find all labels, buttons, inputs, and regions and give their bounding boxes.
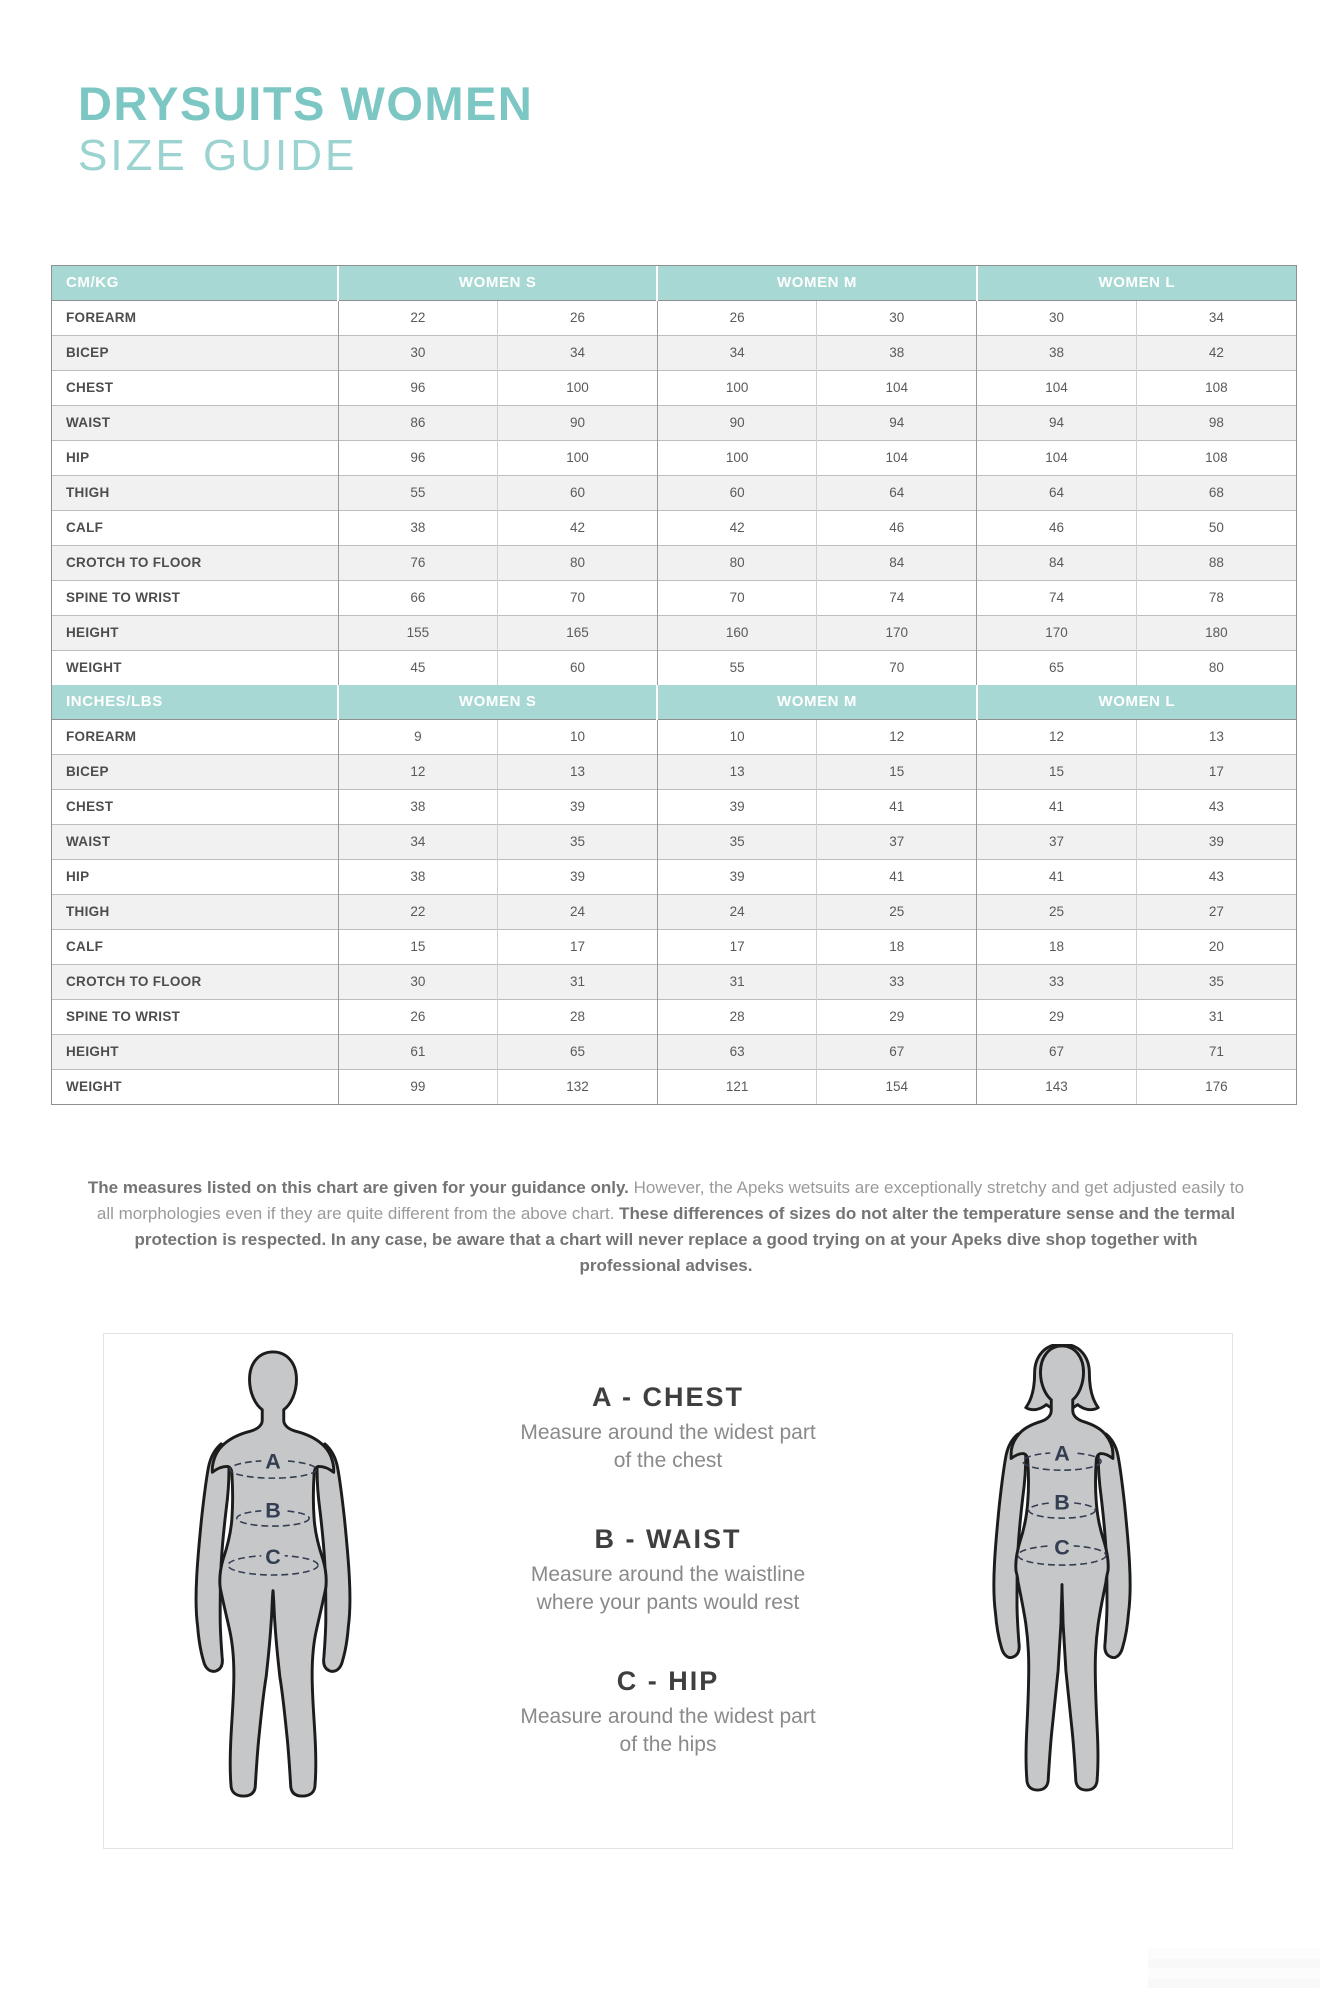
measurement-value: 22 bbox=[410, 310, 426, 325]
measure-description: of the hips bbox=[619, 1733, 717, 1756]
measurement-value: 25 bbox=[977, 894, 1137, 929]
measurement-value: 46 bbox=[977, 510, 1137, 545]
measurement-value: 96 bbox=[410, 450, 426, 465]
measurement-value: 121 bbox=[657, 1069, 817, 1104]
measurement-value: 71 bbox=[1136, 1034, 1296, 1069]
measure-description: of the chest bbox=[613, 1449, 723, 1472]
table-row bbox=[52, 650, 1296, 685]
measurement-label: BICEP bbox=[52, 754, 338, 789]
measurement-value: 60 bbox=[657, 475, 817, 510]
male-marker-c: C bbox=[265, 1545, 281, 1570]
measurement-value: 35 bbox=[657, 824, 817, 859]
measurement-value: 37 bbox=[977, 824, 1137, 859]
measure-heading: C - HIP bbox=[616, 1666, 720, 1696]
measurement-value: 70 bbox=[498, 580, 658, 615]
measurement-value: 41 bbox=[817, 859, 977, 894]
measurement-value: 17 bbox=[1136, 754, 1296, 789]
size-column-header: WOMEN L bbox=[977, 266, 1296, 300]
measurement-value: 12 bbox=[977, 719, 1137, 754]
disclaimer-paragraph bbox=[86, 1175, 1246, 1279]
measurement-value: 31 bbox=[1136, 999, 1296, 1034]
measurement-value: 26 bbox=[657, 300, 817, 335]
measurement-value: 90 bbox=[498, 405, 658, 440]
measure-heading: A - CHEST bbox=[592, 1382, 744, 1412]
measurement-value: 43 bbox=[1136, 859, 1296, 894]
measurement-value: 104 bbox=[817, 440, 977, 475]
measurement-value: 31 bbox=[498, 964, 658, 999]
measurement-value: 45 bbox=[410, 660, 426, 676]
measurement-value: 99 bbox=[410, 1079, 426, 1095]
measurement-value: 39 bbox=[498, 789, 658, 824]
measurement-value: 42 bbox=[498, 510, 658, 545]
measurement-value: 34 bbox=[1136, 300, 1296, 335]
measurement-value: 29 bbox=[977, 999, 1137, 1034]
measurement-label: THIGH bbox=[52, 894, 338, 929]
measurement-value: 160 bbox=[657, 615, 817, 650]
measurement-value: 60 bbox=[498, 650, 658, 685]
measurement-value: 30 bbox=[410, 974, 426, 989]
measurement-value: 104 bbox=[977, 440, 1137, 475]
disclaimer-segment: The measures listed on this chart are given for your guidance only. bbox=[87, 1178, 629, 1197]
table-row bbox=[52, 370, 1296, 405]
size-tables bbox=[51, 265, 1297, 1105]
measurement-value: 41 bbox=[817, 789, 977, 824]
measurement-value: 90 bbox=[657, 405, 817, 440]
measurement-value: 12 bbox=[410, 764, 426, 779]
measurement-value: 100 bbox=[657, 440, 817, 475]
measurement-value: 100 bbox=[657, 370, 817, 405]
measurement-value: 34 bbox=[657, 335, 817, 370]
measurement-value: 60 bbox=[498, 475, 658, 510]
measurement-value: 10 bbox=[657, 719, 817, 754]
disclaimer-segment: However, the Apeks wetsuits are exceptionally stretchy and get adjusted easily to all morphologies even if they are quite different from the above chart. bbox=[96, 1178, 1245, 1223]
measure-item-hip bbox=[448, 1666, 888, 1759]
female-body-diagram bbox=[964, 1344, 1160, 1794]
table-row bbox=[52, 1034, 1296, 1069]
measure-description: Measure around the widest part bbox=[520, 1421, 816, 1444]
table-row bbox=[52, 929, 1296, 964]
measurement-value: 12 bbox=[817, 719, 977, 754]
measurement-label: FOREARM bbox=[52, 719, 338, 754]
measurement-label: CALF bbox=[52, 929, 338, 964]
male-body-diagram bbox=[175, 1350, 371, 1800]
measure-description: where your pants would rest bbox=[536, 1591, 800, 1614]
measurement-value: 13 bbox=[498, 754, 658, 789]
measure-item-waist bbox=[448, 1524, 888, 1617]
table-row bbox=[52, 545, 1296, 580]
measurement-value: 68 bbox=[1136, 475, 1296, 510]
measurement-value: 34 bbox=[410, 834, 426, 849]
measurement-value: 30 bbox=[977, 300, 1137, 335]
measurement-value: 25 bbox=[817, 894, 977, 929]
measurement-value: 28 bbox=[498, 999, 658, 1034]
male-marker-b: B bbox=[265, 1498, 281, 1523]
measurement-value: 18 bbox=[977, 929, 1137, 964]
measurement-value: 74 bbox=[817, 580, 977, 615]
table-row bbox=[52, 754, 1296, 789]
measurement-value: 104 bbox=[817, 370, 977, 405]
size-table-inches-lbs bbox=[52, 685, 1296, 1104]
measurement-value: 65 bbox=[498, 1034, 658, 1069]
measurement-label: THIGH bbox=[52, 475, 338, 510]
measurement-value: 33 bbox=[817, 964, 977, 999]
female-marker-a: A bbox=[1054, 1441, 1070, 1466]
table-row bbox=[52, 859, 1296, 894]
measurement-value: 15 bbox=[410, 939, 426, 954]
male-marker-a: A bbox=[265, 1449, 281, 1474]
measurement-value: 76 bbox=[410, 555, 426, 570]
size-column-header: WOMEN M bbox=[657, 266, 976, 300]
measurement-value: 35 bbox=[498, 824, 658, 859]
table-row bbox=[52, 1069, 1296, 1104]
measurement-value: 30 bbox=[817, 300, 977, 335]
table-row bbox=[52, 405, 1296, 440]
measure-heading: B - WAIST bbox=[594, 1524, 742, 1554]
measure-guide-panel bbox=[103, 1333, 1233, 1849]
measurement-value: 50 bbox=[1136, 510, 1296, 545]
measurement-label: HIP bbox=[52, 440, 338, 475]
table-row bbox=[52, 894, 1296, 929]
table-row bbox=[52, 615, 1296, 650]
measurement-label: SPINE TO WRIST bbox=[52, 580, 338, 615]
measurement-value: 29 bbox=[817, 999, 977, 1034]
title-line-2: SIZE GUIDE bbox=[78, 130, 358, 180]
measurement-value: 165 bbox=[498, 615, 658, 650]
measurement-value: 84 bbox=[977, 545, 1137, 580]
measurement-value: 39 bbox=[498, 859, 658, 894]
table-row bbox=[52, 789, 1296, 824]
table-row bbox=[52, 335, 1296, 370]
measurement-value: 61 bbox=[410, 1044, 426, 1059]
measurement-label: WAIST bbox=[52, 405, 338, 440]
table-header-row bbox=[52, 685, 1296, 719]
measurement-value: 96 bbox=[410, 380, 426, 395]
measurement-value: 15 bbox=[817, 754, 977, 789]
measurement-value: 38 bbox=[410, 799, 426, 814]
measurement-value: 94 bbox=[977, 405, 1137, 440]
measurement-label: WEIGHT bbox=[52, 1069, 338, 1104]
measurement-value: 30 bbox=[410, 345, 426, 360]
measure-instructions bbox=[448, 1382, 888, 1808]
measurement-value: 143 bbox=[977, 1069, 1137, 1104]
measurement-value: 42 bbox=[657, 510, 817, 545]
measurement-label: CHEST bbox=[52, 370, 338, 405]
measurement-value: 15 bbox=[977, 754, 1137, 789]
measurement-value: 13 bbox=[1136, 719, 1296, 754]
measurement-value: 26 bbox=[498, 300, 658, 335]
measurement-value: 74 bbox=[977, 580, 1137, 615]
measurement-value: 154 bbox=[817, 1069, 977, 1104]
measurement-value: 55 bbox=[410, 485, 426, 500]
size-table-cm-kg bbox=[52, 266, 1296, 685]
table-row bbox=[52, 719, 1296, 754]
measurement-value: 18 bbox=[817, 929, 977, 964]
measurement-value: 22 bbox=[410, 904, 426, 919]
size-column-header: WOMEN S bbox=[338, 266, 657, 300]
measure-description: Measure around the waistline bbox=[530, 1563, 806, 1586]
measurement-value: 26 bbox=[410, 1009, 426, 1024]
measurement-value: 67 bbox=[977, 1034, 1137, 1069]
measurement-value: 80 bbox=[498, 545, 658, 580]
female-marker-b: B bbox=[1054, 1490, 1070, 1515]
measurement-value: 38 bbox=[977, 335, 1137, 370]
measurement-value: 43 bbox=[1136, 789, 1296, 824]
measurement-label: HEIGHT bbox=[52, 615, 338, 650]
measurement-value: 80 bbox=[657, 545, 817, 580]
faint-watermark bbox=[1148, 1948, 1320, 1988]
measurement-value: 39 bbox=[1136, 824, 1296, 859]
measurement-value: 84 bbox=[817, 545, 977, 580]
measurement-value: 35 bbox=[1136, 964, 1296, 999]
measure-item-chest bbox=[448, 1382, 888, 1475]
measurement-value: 39 bbox=[657, 789, 817, 824]
measurement-value: 180 bbox=[1136, 615, 1296, 650]
measurement-value: 108 bbox=[1136, 440, 1296, 475]
measurement-value: 17 bbox=[498, 929, 658, 964]
measurement-value: 17 bbox=[657, 929, 817, 964]
measurement-value: 88 bbox=[1136, 545, 1296, 580]
measurement-value: 170 bbox=[977, 615, 1137, 650]
measurement-value: 98 bbox=[1136, 405, 1296, 440]
measurement-value: 64 bbox=[817, 475, 977, 510]
measurement-label: CROTCH TO FLOOR bbox=[52, 964, 338, 999]
measurement-label: FOREARM bbox=[52, 300, 338, 335]
measurement-value: 39 bbox=[657, 859, 817, 894]
measurement-value: 155 bbox=[406, 625, 430, 640]
size-column-header: WOMEN S bbox=[338, 685, 657, 719]
measurement-value: 28 bbox=[657, 999, 817, 1034]
table-row bbox=[52, 300, 1296, 335]
measurement-label: WEIGHT bbox=[52, 650, 338, 685]
measurement-value: 41 bbox=[977, 859, 1137, 894]
measure-description: Measure around the widest part bbox=[520, 1705, 816, 1728]
measurement-value: 34 bbox=[498, 335, 658, 370]
measurement-value: 100 bbox=[498, 370, 658, 405]
measurement-label: HIP bbox=[52, 859, 338, 894]
measurement-value: 70 bbox=[657, 580, 817, 615]
measurement-value: 94 bbox=[817, 405, 977, 440]
table-row bbox=[52, 510, 1296, 545]
title-line-1: DRYSUITS WOMEN bbox=[78, 77, 534, 130]
unit-header: INCHES/LBS bbox=[52, 685, 338, 719]
table-row bbox=[52, 580, 1296, 615]
unit-header: CM/KG bbox=[52, 266, 338, 300]
female-marker-c: C bbox=[1054, 1535, 1070, 1560]
table-row bbox=[52, 440, 1296, 475]
measurement-value: 42 bbox=[1136, 335, 1296, 370]
measurement-value: 38 bbox=[410, 520, 426, 535]
measurement-value: 66 bbox=[410, 590, 426, 605]
measurement-value: 55 bbox=[657, 650, 817, 685]
table-row bbox=[52, 824, 1296, 859]
measurement-value: 9 bbox=[414, 729, 422, 744]
table-header-row bbox=[52, 266, 1296, 300]
measurement-value: 38 bbox=[410, 869, 426, 884]
measurement-label: SPINE TO WRIST bbox=[52, 999, 338, 1034]
measurement-value: 78 bbox=[1136, 580, 1296, 615]
measurement-label: CALF bbox=[52, 510, 338, 545]
measurement-label: CHEST bbox=[52, 789, 338, 824]
measurement-value: 100 bbox=[498, 440, 658, 475]
measurement-value: 132 bbox=[498, 1069, 658, 1104]
size-column-header: WOMEN M bbox=[657, 685, 976, 719]
measurement-value: 24 bbox=[498, 894, 658, 929]
measurement-value: 33 bbox=[977, 964, 1137, 999]
measurement-value: 65 bbox=[977, 650, 1137, 685]
disclaimer-segment: These differences of sizes do not alter the temperature sense and the termal protection is respected. In any case, be aware that a chart will never replace a good trying on at your Apeks dive shop together with professional advises. bbox=[134, 1204, 1236, 1275]
table-row bbox=[52, 475, 1296, 510]
measurement-value: 38 bbox=[817, 335, 977, 370]
measurement-value: 37 bbox=[817, 824, 977, 859]
table-row bbox=[52, 999, 1296, 1034]
measurement-label: WAIST bbox=[52, 824, 338, 859]
female-body bbox=[1011, 1346, 1113, 1790]
measurement-value: 70 bbox=[817, 650, 977, 685]
measurement-value: 104 bbox=[977, 370, 1137, 405]
measurement-value: 31 bbox=[657, 964, 817, 999]
male-body bbox=[212, 1352, 333, 1796]
page-title bbox=[78, 78, 533, 180]
measurement-value: 10 bbox=[498, 719, 658, 754]
measurement-value: 20 bbox=[1136, 929, 1296, 964]
measurement-value: 86 bbox=[410, 415, 426, 430]
measurement-value: 41 bbox=[977, 789, 1137, 824]
size-column-header: WOMEN L bbox=[977, 685, 1296, 719]
measurement-value: 176 bbox=[1136, 1069, 1296, 1104]
measurement-value: 24 bbox=[657, 894, 817, 929]
measurement-value: 27 bbox=[1136, 894, 1296, 929]
table-row bbox=[52, 964, 1296, 999]
measurement-value: 63 bbox=[657, 1034, 817, 1069]
measurement-value: 80 bbox=[1136, 650, 1296, 685]
measurement-label: CROTCH TO FLOOR bbox=[52, 545, 338, 580]
measurement-value: 64 bbox=[977, 475, 1137, 510]
measurement-value: 46 bbox=[817, 510, 977, 545]
measurement-value: 13 bbox=[657, 754, 817, 789]
measurement-value: 108 bbox=[1136, 370, 1296, 405]
measurement-value: 67 bbox=[817, 1034, 977, 1069]
measurement-label: HEIGHT bbox=[52, 1034, 338, 1069]
measurement-value: 170 bbox=[817, 615, 977, 650]
measurement-label: BICEP bbox=[52, 335, 338, 370]
